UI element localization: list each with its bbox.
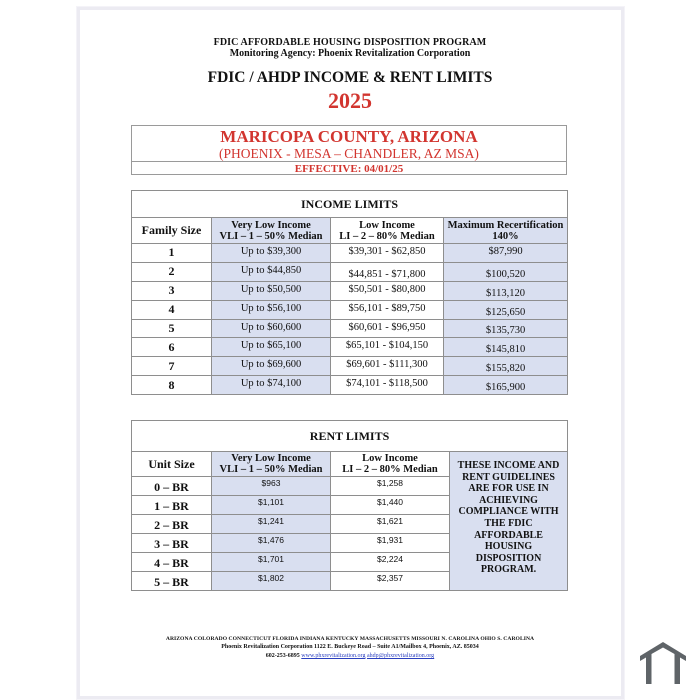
table-row: 6 Up to $65,100 $65,101 - $104,150 $145,810 bbox=[132, 338, 568, 357]
table-row: 4 – BR $1,701 $2,224 bbox=[132, 553, 568, 572]
footer-address: Phoenix Revitalization Corporation 1122 E. Buckeye Road – Suite A1/Mailbox 4, Phoenix, AZ. 85034 bbox=[221, 644, 479, 650]
year-label: 2025 bbox=[328, 88, 372, 113]
header-max-recert: Maximum Recertification 140% bbox=[444, 218, 568, 244]
county-name: MARICOPA COUNTY, ARIZONA bbox=[220, 127, 478, 146]
email-link[interactable]: ahdp@phxrevitalization.org bbox=[366, 653, 435, 659]
header-vli: Very Low Income VLI – 1 – 50% Median bbox=[212, 218, 331, 244]
income-limits-table bbox=[131, 190, 568, 395]
monitoring-agency: Monitoring Agency: Phoenix Revitalization Corporation bbox=[229, 48, 471, 59]
rent-limits-table bbox=[131, 420, 568, 591]
income-limits-caption: INCOME LIMITS bbox=[132, 191, 568, 218]
table-row: 1 Up to $39,300 $39,301 - $62,850 $87,990 bbox=[132, 244, 568, 263]
table-row: 2 – BR $1,241 $1,621 bbox=[132, 515, 568, 534]
table-row: 5 – BR $1,802 $2,357 bbox=[132, 572, 568, 591]
compliance-note: THESE INCOME AND RENT GUIDELINES ARE FOR USE IN ACHIEVING COMPLIANCE WITH THE FDIC AFFORDABLE HOUSING DISPOSITION PROGRAM. bbox=[450, 452, 568, 591]
footer-contact bbox=[0, 653, 700, 659]
effective-date: EFFECTIVE: 04/01/25 bbox=[132, 161, 566, 175]
table-row: 7 Up to $69,600 $69,601 - $111,300 $155,820 bbox=[132, 357, 568, 376]
table-row: 8 Up to $74,100 $74,101 - $118,500 $165,900 bbox=[132, 376, 568, 395]
county-msa: (PHOENIX - MESA – CHANDLER, AZ MSA) bbox=[219, 146, 479, 161]
table-row: 3 Up to $50,500 $50,501 - $80,800 $113,120 bbox=[132, 281, 568, 300]
home-icon[interactable] bbox=[636, 640, 690, 684]
table-row: 0 – BR $963 $1,258 bbox=[132, 477, 568, 496]
table-row: 5 Up to $60,600 $60,601 - $96,950 $135,730 bbox=[132, 319, 568, 338]
header-unit-size: Unit Size bbox=[132, 452, 212, 477]
header-family-size: Family Size bbox=[132, 218, 212, 244]
header-li: Low Income LI – 2 – 80% Median bbox=[331, 218, 444, 244]
website-link[interactable]: www.phxrevitalization.org bbox=[301, 653, 366, 659]
footer-phone: 602-253-6895 bbox=[265, 653, 300, 659]
rent-limits-caption: RENT LIMITS bbox=[132, 421, 568, 452]
footer-states: ARIZONA COLORADO CONNECTICUT FLORIDA INDIANA KENTUCKY MASSACHUSETTS MISSOURI N. CAROLINA OHIO S. CAROLINA bbox=[165, 636, 535, 642]
header-li: Low Income LI – 2 – 80% Median bbox=[331, 452, 450, 477]
program-name: FDIC AFFORDABLE HOUSING DISPOSITION PROGRAM bbox=[213, 37, 487, 48]
county-box bbox=[131, 125, 567, 175]
page-title: FDIC / AHDP INCOME & RENT LIMITS bbox=[207, 69, 493, 86]
table-row: 3 – BR $1,476 $1,931 bbox=[132, 534, 568, 553]
header-vli: Very Low Income VLI – 1 – 50% Median bbox=[212, 452, 331, 477]
table-row: 1 – BR $1,101 $1,440 bbox=[132, 496, 568, 515]
table-row: 2 Up to $44,850 $44,851 - $71,800 $100,520 bbox=[132, 262, 568, 281]
table-row: 4 Up to $56,100 $56,101 - $89,750 $125,650 bbox=[132, 300, 568, 319]
